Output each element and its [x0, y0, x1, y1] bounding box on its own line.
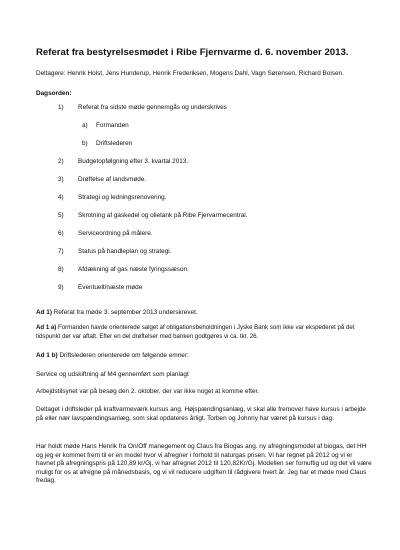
agenda-item: 8) Afdækning af gas næste fyringssæson.: [58, 266, 189, 273]
agenda-heading: Dagsorden:: [36, 90, 72, 97]
minutes-item: Ad 1) Referat fra møde 3. september 2013 underskrevet.: [36, 309, 198, 316]
document-title: Referat fra bestyrelsesmødet i Ribe Fjernvarme d. 6. november 2013.: [36, 47, 349, 58]
minutes-item: Ad 1 b) Driftslederen orienterede om følgende emner:: [36, 352, 189, 359]
agenda-item: 7) Status på handleplan og strategi.: [58, 248, 172, 255]
agenda-item: 2) Budgetopfølgning efter 3. kvartal 2013.: [58, 158, 189, 165]
agenda-subitem: a) Formanden: [82, 122, 129, 129]
minutes-item: Ad 1 a) Formanden havde orienterede salget af obligationsbeholdningen i Jyske Bank som ikke var ekspederet på det tidspunkt der var aftalt. Efter en del drøftelser med banken godtgøres vi ca. tkr. 26.: [36, 324, 355, 340]
agenda-item: 6) Serviceordning på målere.: [58, 230, 153, 237]
body-paragraph: Service og udskiftning af M4 gennemført som planlagt: [36, 371, 189, 378]
body-paragraph: Arbejdstilsynet var på besøg den 2. oktober, der var ikke noget at komme efter.: [36, 388, 260, 395]
participants-line: Deltagere: Henrik Holst, Jens Hunderup, Henrik Frederiksen, Mogens Dahl, Vagn Sørensen, Richard Boisen.: [36, 70, 344, 77]
agenda-item: 4) Strategi og ledningsrenovering.: [58, 194, 167, 201]
agenda-item: 5) Skrotning af gaskedel og olietank på Ribe Fjervarmecentral.: [58, 212, 248, 219]
agenda-item: 9) Eventuelt/næste møde: [58, 284, 143, 291]
agenda-subitem: b) Driftslederen: [82, 140, 133, 147]
agenda-item: 3) Drøftelse af landsmøde.: [58, 176, 147, 183]
body-paragraph: Deltaget i driftsleder på kraftvarmeværk kursus ang. Højspændingsanlæg, vi skal alle fremover have kursus i arbejde på eller nær lavspændingsanlæg, som skal opdateres årligt. Torben og Johnny har været på kursus i dag.: [36, 406, 366, 422]
body-paragraph: Har holdt møde Hans Henrik fra On/Off manegement og Claus fra Biogas ang. ny afregningsmodel af biogas, det HH og jeg er kommet frem til er en model hvor vi afregner i forhold til naturgas prisen. Vi har regnet på 2012 og vi er havnet på afregningspris på 120,89 kr/Gj, vi har afregnet 2012 til 120,82Kr/Gj. Modellen ser fornuftig ud og det vil være muligt for os at afregne på månedsbasis, og vi vil reducere udgiften til rådgivere hvert år. Jeg har et møde med Claus fredag.: [36, 443, 372, 485]
agenda-item: 1) Referat fra sidste møde gennemgås og underskrives: [58, 104, 227, 111]
